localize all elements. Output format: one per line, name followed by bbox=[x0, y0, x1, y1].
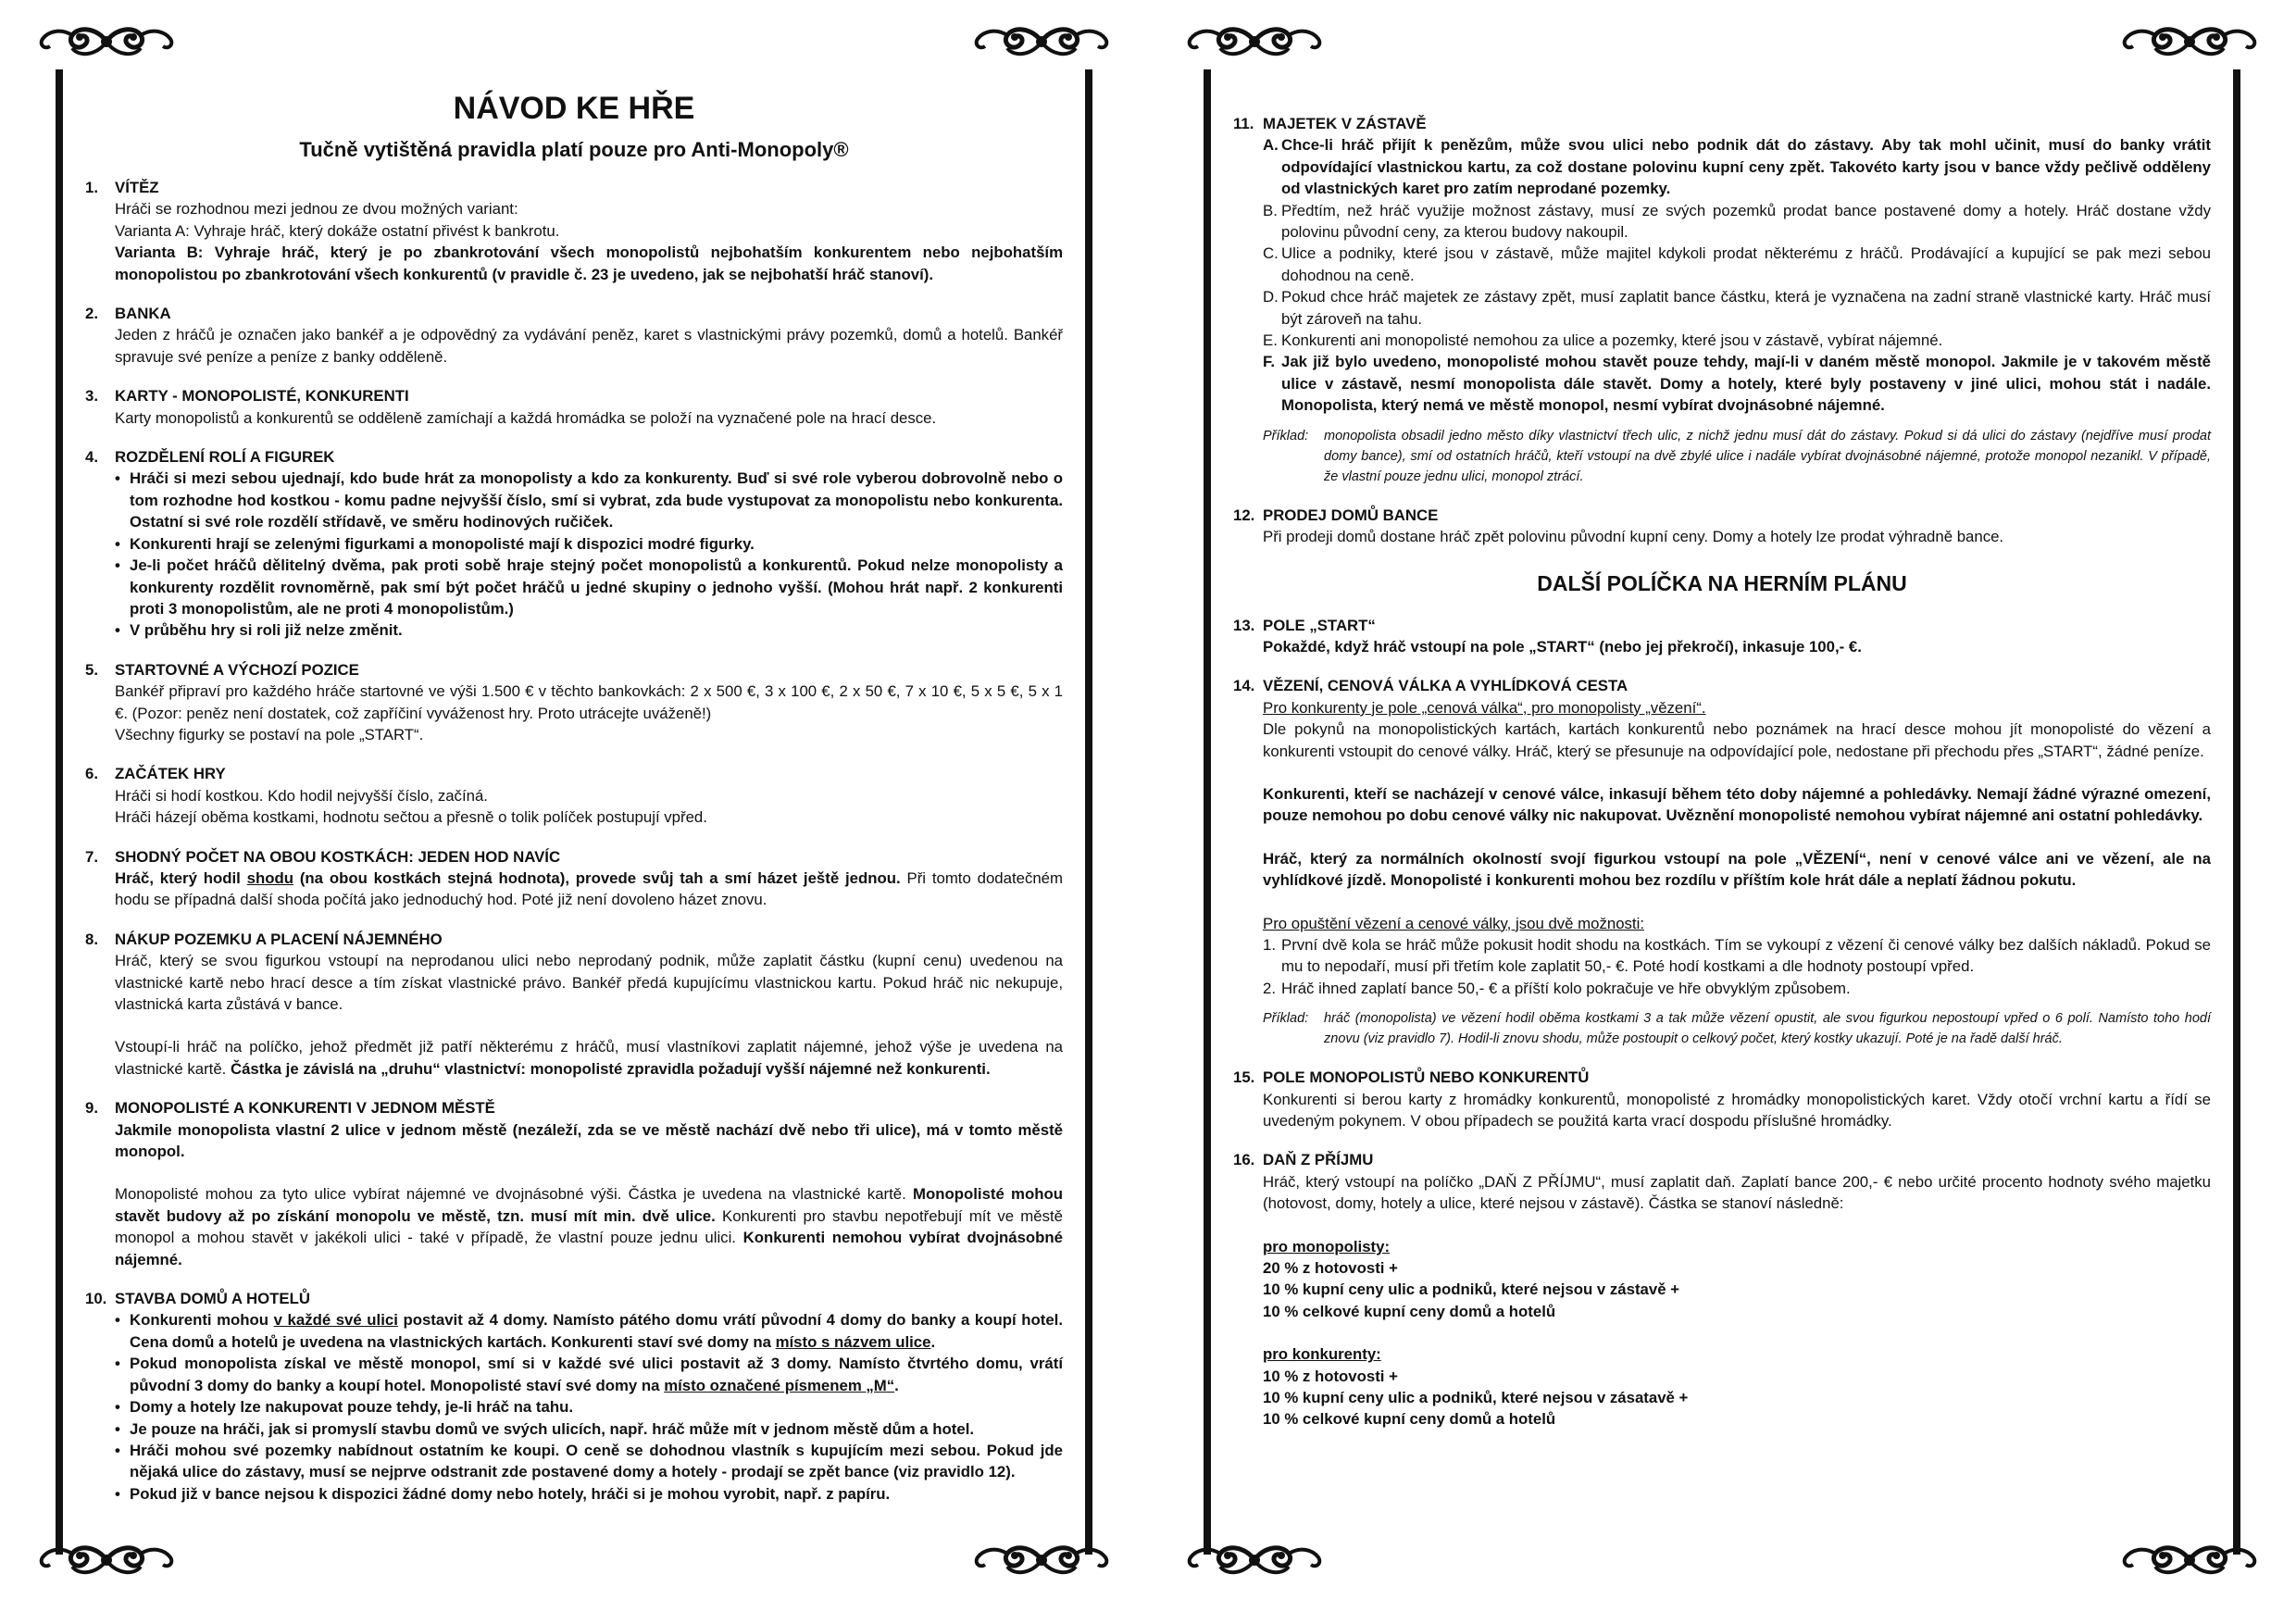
rule-text: Varianta A: Vyhraje hráč, který dokáže ostatní přivést k bankrotu. bbox=[115, 221, 560, 240]
corner-ornament-icon bbox=[972, 1537, 1111, 1583]
rule-text: Při tomto dodatečném hodu se případná další shoda počítá jako jednoduchý hod. Poté již není dovoleno házet znovu. bbox=[115, 868, 1063, 909]
rule-4 bbox=[85, 446, 1063, 642]
rule-text: Dle pokynů na monopolistických kartách, kartách konkurentů nebo poznámek na hrací desce mohou jít monopolisté do vězení a konkurenti vstoupit do cenové války. Hráč, který se přesunuje na odpovídající pole, nedostane při přechodu přes „START“, žádné peníze. bbox=[1263, 720, 2211, 760]
bullet-list bbox=[85, 468, 1063, 641]
list-item: • V průběhu hry si roli již nelze změnit. bbox=[115, 619, 1063, 641]
example-text: hráč (monopolista) ve vězení hodil oběma kostkami 3 a tak může vězení opustit, ale svou figurkou nepostoupí vpřed o 6 polí. Namísto toho hodí znovu (viz pravidlo 7). Hodil-li znovu shodu, může postoupit o celkový počet, který kostky ukazují. Poté je na řadě další hráč. bbox=[1324, 1011, 2211, 1047]
rule-text-bold: Konkurenti, kteří se nacházejí v cenové válce, inkasují během této doby nájemné a pohledávky. Nemají žádné výrazné omezení, pouze nemohou po dobu cenové války nic nakupovat. Uvěznění monopolisté nemohou vybírat nájemné ani ostatní pohledávky. bbox=[1263, 784, 2211, 825]
rule-heading: MAJETEK V ZÁSTAVĚ bbox=[1263, 115, 1427, 132]
list-item: F. Jak již bylo uvedeno, monopolisté mohou stavět pouze tehdy, mají-li v daném městě monopol. Jakmile je v takovém městě ulice v zástavě, nesmí monopolista dále stavět. Domy a hotely, které byly postaveny v jiné ulici, mohou stát i nadále. Monopolista, který nemá ve městě monopol, nesmí vybírat dvojnásobné nájemné. bbox=[1263, 353, 2211, 415]
rule-text-bold: Konkurenti nemohou vybírat dvojnásobné nájemné. bbox=[115, 1229, 1063, 1268]
rule-heading: ROZDĚLENÍ ROLÍ A FIGUREK bbox=[115, 448, 335, 467]
rule-7 bbox=[85, 846, 1063, 911]
list-item: • Konkurenti hrají se zelenými figurkami a monopolisté mají k dispozici modré figurky. bbox=[115, 533, 1063, 555]
left-border-line bbox=[1204, 69, 1211, 1555]
rule-5 bbox=[85, 659, 1063, 746]
rule-heading: PRODEJ DOMŮ BANCE bbox=[1263, 506, 1439, 524]
rule-heading: SHODNÝ POČET NA OBOU KOSTKÁCH: JEDEN HOD NAVÍC bbox=[115, 847, 561, 866]
list-item: • Hráči mohou své pozemky nabídnout ostatním ke koupi. O ceně se dohodnou vlastník s kupujícím mezi sebou. Pokud jde nějaká ulice do zástavy, musí se nejprve odstranit zde postavené domy a hotely - prodají se zpět bance (viz pravidlo 12). bbox=[115, 1440, 1063, 1483]
rule-text: Hráči házejí oběma kostkami, hodnotu sečtou a přesně o tolik políček postupují vpřed. bbox=[115, 808, 707, 827]
left-content bbox=[85, 88, 1063, 1522]
page-subtitle: Tučně vytištěná pravidla platí pouze pro Anti-Monopoly® bbox=[299, 138, 849, 161]
rule-8 bbox=[85, 929, 1063, 1080]
rule-heading: MONOPOLISTÉ A KONKURENTI V JEDNOM MĚSTĚ bbox=[115, 1099, 495, 1118]
tax-group-heading: pro monopolisty: bbox=[1263, 1237, 1391, 1255]
example-label: Příklad: bbox=[1263, 1011, 1309, 1027]
tax-line: 10 % kupní ceny ulic a podniků, které nejsou v zástavě + bbox=[1263, 1280, 1679, 1299]
tax-line: 10 % celkové kupní ceny domů a hotelů bbox=[1263, 1410, 1556, 1429]
rule-heading: STARTOVNÉ A VÝCHOZÍ POZICE bbox=[115, 660, 359, 679]
list-item: • Domy a hotely lze nakupovat pouze tehdy, je-li hráč na tahu. bbox=[115, 1396, 1063, 1418]
rule-number: 4. bbox=[85, 448, 98, 467]
rule-text-bold: Jakmile monopolista vlastní 2 ulice v jednom městě (nezáleží, zda se ve městě nachází dvě nebo tři ulice), má v tomto městě monopol. bbox=[115, 1120, 1063, 1161]
example-note bbox=[1233, 426, 2211, 487]
rule-text: Všechny figurky se postaví na pole „START“. bbox=[115, 725, 424, 743]
rule-text: Hráč, který vstoupí na políčko „DAŇ Z PŘÍJMU“, musí zaplatit daň. Zaplatí bance 200,- € nebo určité procento hodnoty svého majetku (hotovost, domy, hotely a ulice, které nejsou v zástavě). Částka se stanoví následně: bbox=[1263, 1172, 2211, 1213]
rule-15 bbox=[1233, 1067, 2211, 1131]
rule-heading: BANKA bbox=[115, 305, 171, 323]
rule-text-underlined: Pro konkurenty je pole „cenová válka“, pro monopolisty „vězení“. bbox=[1263, 698, 1706, 717]
tax-group-heading: pro konkurenty: bbox=[1263, 1345, 1381, 1364]
list-item: • Hráči si mezi sebou ujednají, kdo bude hrát za monopolisty a kdo za konkurenty. Buď si své role vyberou dobrovolně nebo o tom rozhodne hod kostkou - komu padne nejvyšší číslo, smí si vybrat, zda bude vystupovat za monopolistu nebo konkurenta. Ostatní si své role rozdělí střídavě, ve směru hodinových ručiček. bbox=[115, 468, 1063, 532]
rule-heading: NÁKUP POZEMKU A PLACENÍ NÁJEMNÉHO bbox=[115, 930, 443, 948]
rule-text: Hráči si hodí kostkou. Kdo hodil nejvyšší číslo, začíná. bbox=[115, 786, 488, 805]
rule-number: 8. bbox=[85, 930, 98, 948]
rule-16 bbox=[1233, 1149, 2211, 1430]
rule-13 bbox=[1233, 615, 2211, 658]
corner-ornament-icon bbox=[1185, 19, 1324, 65]
left-border-line bbox=[56, 69, 63, 1555]
list-item: • Konkurenti mohou v každé své ulici postavit až 4 domy. Namísto pátého domu vrátí původní 4 domy do banky a koupí hotel. Cena domů a hotelů je uvedena na vlastnických kartách. Konkurenti staví své domy na místo s názvem ulice. bbox=[115, 1309, 1063, 1353]
rule-number: 6. bbox=[85, 765, 98, 783]
list-item: • Pokud monopolista získal ve městě monopol, smí si v každé své ulici postavit až 3 domy. Namísto čtvrtého domu, vrátí původní 3 domy do banky a koupí hotel. Monopolisté staví své domy na místo označené písmenem „M“. bbox=[115, 1353, 1063, 1396]
lettered-list bbox=[1233, 134, 2211, 416]
rule-11 bbox=[1233, 113, 2211, 487]
tax-line: 10 % kupní ceny ulic a podniků, které nejsou v zásatavě + bbox=[1263, 1389, 1689, 1407]
corner-ornament-icon bbox=[37, 19, 176, 65]
corner-ornament-icon bbox=[1185, 1537, 1324, 1583]
list-item: A. Chce-li hráč přijít k penězům, může svou ulici nebo podnik dát do zástavy. Aby tak mohl učinit, musí do banky vrátit odpovídající vlastnickou kartu, za což dostane polovinu kupní ceny zpět. Takovéto karty jsou v bance vždy pečlivě odděleny od vlastnických karet pro zatím neprodané pozemky. bbox=[1263, 136, 2211, 198]
list-item: E. Konkurenti ani monopolisté nemohou za ulice a pozemky, které jsou v zástavě, vybírat nájemné. bbox=[1263, 331, 1943, 350]
right-border-line bbox=[2233, 69, 2240, 1555]
page-title: NÁVOD KE HŘE bbox=[453, 91, 695, 126]
rule-number: 16. bbox=[1233, 1151, 1255, 1169]
rule-9 bbox=[85, 1097, 1063, 1270]
rule-text: Hráči se rozhodnou mezi jednou ze dvou možných variant: bbox=[115, 200, 518, 219]
rule-text: Konkurenti pro stavbu nepotřebují mít ve městě monopol a mohou stavět v jakékoli ulici - také v případě, že vlastní pouze jednu ulici. bbox=[115, 1206, 1064, 1247]
rule-12 bbox=[1233, 505, 2211, 548]
rule-number: 3. bbox=[85, 387, 98, 406]
list-item: C. Ulice a podniky, které jsou v zástavě, může majitel kdykoli prodat některému z hráčů. Prodávající a kupující se pak mezi sebou dohodnou na ceně. bbox=[1263, 244, 2211, 284]
rule-number: 5. bbox=[85, 660, 98, 679]
tax-line: 10 % z hotovosti + bbox=[1263, 1367, 1398, 1385]
corner-ornament-icon bbox=[972, 19, 1111, 65]
rule-heading: POLE „START“ bbox=[1263, 616, 1376, 634]
list-item: 2. Hráč ihned zaplatí bance 50,- € a příští kolo pokračuje ve hře obvyklým způsobem. bbox=[1263, 979, 1851, 997]
rule-text: Varianta B: Vyhraje hráč, který je po zbankrotování všech monopolistů nejbohatším konkurentem nebo nejbohatším monopolistou po zbankrotování všech konkurentů (v pravidle č. 23 je uvedeno, jak se nejbohatší hráč stanoví). bbox=[115, 244, 1063, 283]
rule-text-bold: Pokaždé, když hráč vstoupí na pole „START“ (nebo jej překročí), inkasuje 100,- €. bbox=[1263, 637, 1862, 656]
rule-text: Monopolisté mohou za tyto ulice vybírat nájemné ve dvojnásobné výši. Částka je uvedena na vlastnické kartě. bbox=[115, 1185, 914, 1204]
rule-number: 10. bbox=[85, 1290, 107, 1308]
list-item: • Pokud již v bance nejsou k dispozici žádné domy nebo hotely, hráči si je mohou vyrobit, např. z papíru. bbox=[115, 1483, 1063, 1505]
section-title: DALŠÍ POLÍČKA NA HERNÍM PLÁNU bbox=[1537, 570, 1907, 595]
rule-number: 14. bbox=[1233, 677, 1255, 695]
rule-number: 12. bbox=[1233, 506, 1255, 524]
rule-number: 7. bbox=[85, 847, 98, 866]
rule-text: Jeden z hráčů je označen jako bankéř a je odpovědný za vydávání peněz, karet s vlastnickými právy pozemků, domů a hotelů. Bankéř spravuje své peníze a peníze z banky odděleně. bbox=[115, 326, 1063, 366]
rule-number: 11. bbox=[1233, 115, 1254, 132]
rule-number: 2. bbox=[85, 305, 98, 323]
example-text: monopolista obsadil jedno město díky vlastnictví třech ulic, z nichž jednu musí dát do zástavy. Pokud si dá ulici do zástavy (nejdříve musí prodat domy bance), smí od ostatních hráčů, kteří vstoupí na dvě zbylé ulice i nadále vybírat dvojnásobné nájemné, protože monopol nezanikl. V případě, že vlastní pouze jednu ulici, monopol ztrácí. bbox=[1324, 428, 2211, 484]
corner-ornament-icon bbox=[2120, 1537, 2259, 1583]
rule-3 bbox=[85, 385, 1063, 429]
rule-heading: VĚZENÍ, CENOVÁ VÁLKA A VYHLÍDKOVÁ CESTA bbox=[1263, 677, 1628, 695]
rule-text: Při prodeji domů dostane hráč zpět polovinu původní kupní ceny. Domy a hotely lze prodat výhradně bance. bbox=[1263, 528, 2004, 546]
list-item: • Je pouze na hráči, jak si promyslí stavbu domů ve svých ulicích, např. hráč může mít v jednom městě dům a hotel. bbox=[115, 1418, 1063, 1440]
rule-text-bold: Hráč, který hodil bbox=[115, 868, 247, 887]
rule-heading: ZAČÁTEK HRY bbox=[115, 765, 226, 783]
rule-text-bold: Částka je závislá na „druhu“ vlastnictví: monopolisté zpravidla požadují vyšší nájemné než konkurenti. bbox=[230, 1059, 991, 1078]
rule-heading: DAŇ Z PŘÍJMU bbox=[1263, 1151, 1374, 1169]
right-content bbox=[1233, 113, 2211, 1448]
rule-14 bbox=[1233, 675, 2211, 1049]
rule-heading: KARTY - MONOPOLISTÉ, KONKURENTI bbox=[115, 387, 409, 406]
numbered-list bbox=[1233, 934, 2211, 999]
rule-heading: STAVBA DOMŮ A HOTELŮ bbox=[115, 1290, 310, 1308]
rule-text: Karty monopolistů a konkurentů se odděleně zamíchají a každá hromádka se položí na vyznačené pole na hrací desce. bbox=[115, 408, 937, 427]
rule-heading: POLE MONOPOLISTŮ NEBO KONKURENTŮ bbox=[1263, 1068, 1590, 1087]
rule-text: Bankéř připraví pro každého hráče startovné ve výši 1.500 € v těchto bankovkách: 2 x 500 €, 3 x 100 €, 2 x 50 €, 7 x 10 €, 5 x 5 €, 5 x 1 €. (Pozor: peněz není dostatek, což zapříčiní vyváženost hry. Proto utrácejte uváženě!) bbox=[115, 682, 1063, 722]
rule-6 bbox=[85, 763, 1063, 828]
rule-number: 15. bbox=[1233, 1068, 1255, 1087]
right-border-line bbox=[1085, 69, 1092, 1555]
tax-line: 20 % z hotovosti + bbox=[1263, 1259, 1398, 1278]
rule-text: Hráč, který se svou figurkou vstoupí na neprodanou ulici nebo neprodaný podnik, může zaplatit částku (kupní cenu) uvedenou na vlastnické kartě nebo hrací desce a tím získat vlastnické právo. Bankéř předá kupujícímu vlastnickou kartu. Pokud hráč nic nekupuje, vlastnická karta zůstává v bance. bbox=[115, 952, 1063, 1013]
rule-number: 13. bbox=[1233, 616, 1255, 634]
rule-text-underlined: shodu bbox=[246, 868, 293, 887]
rule-number: 1. bbox=[85, 179, 98, 196]
list-item: B. Předtím, než hráč využije možnost zástavy, musí ze svých pozemků prodat bance postavené domy a hotely. Hráč dostane vždy polovinu původní ceny, za kterou budovy nakoupil. bbox=[1263, 201, 2211, 242]
example-note bbox=[1233, 1008, 2211, 1049]
rule-text: Vstoupí-li hráč na políčko, jehož předmět již patří některému z hráčů, musí vlastníkovi zaplatit nájemné, jehož výše je uvedena na vlastnické kartě. bbox=[115, 1038, 1063, 1078]
rule-heading: VÍTĚZ bbox=[115, 179, 159, 196]
list-item: • Je-li počet hráčů dělitelný dvěma, pak proti sobě hraje stejný počet monopolistů a konkurentů. Pokud nelze monopolisty a konkurenty rozdělit rovnoměrně, pak smí být počet hráčů u jedné skupiny o jednoho vyšší. (Mohou hrát např. 2 konkurenti proti 3 monopolistům, ale ne proti 4 monopolistům.) bbox=[115, 555, 1063, 619]
list-item: 1. První dvě kola se hráč může pokusit hodit shodu na kostkách. Tím se vykoupí z vězení či cenové války bez dalších nákladů. Pokud se mu to nepodaří, musí při třetím kole zaplatit 50,- €. Poté hodí kostkami a dle hodnoty postoupí vpřed. bbox=[1263, 935, 2211, 976]
rule-1 bbox=[85, 177, 1063, 285]
rule-number: 9. bbox=[85, 1099, 98, 1118]
corner-ornament-icon bbox=[2120, 19, 2259, 65]
bullet-list bbox=[85, 1309, 1063, 1505]
example-label: Příklad: bbox=[1263, 428, 1309, 443]
tax-line: 10 % celkové kupní ceny domů a hotelů bbox=[1263, 1302, 1556, 1320]
rule-text-bold: (na obou kostkách stejná hodnota), provede svůj tah a smí házet ještě jednou. bbox=[293, 868, 901, 887]
rule-text-underlined: Pro opuštění vězení a cenové války, jsou dvě možnosti: bbox=[1263, 914, 1644, 932]
rule-text-bold: Hráč, který za normálních okolností svojí figurkou vstoupí na pole „VĚZENÍ“, není v cenové válce ani ve vězení, ale na vyhlídkové jízdě. Monopolisté i konkurenti mohou bez rozdílu v příštím kole hrát dále a neplatí žádnou pokutu. bbox=[1263, 849, 2211, 890]
corner-ornament-icon bbox=[37, 1537, 176, 1583]
right-page bbox=[1148, 0, 2296, 1624]
rule-text-bold: Monopolisté mohou stavět budovy až po získání monopolu ve městě, tzn. musí mít min. dvě ulice. bbox=[115, 1185, 1063, 1225]
rule-text: Konkurenti si berou karty z hromádky konkurentů, monopolisté z hromádky monopolistických karet. Vždy otočí vrchní kartu a řídí se uvedeným pokynem. V obou případech se použitá karta vrací dospodu příslušné hromádky. bbox=[1263, 1090, 2211, 1130]
rule-2 bbox=[85, 303, 1063, 368]
list-item: D. Pokud chce hráč majetek ze zástavy zpět, musí zaplatit bance částku, která je vyznačena na zadní straně vlastnické karty. Hráč musí být zároveň na tahu. bbox=[1263, 288, 2211, 328]
rule-10 bbox=[85, 1288, 1063, 1505]
